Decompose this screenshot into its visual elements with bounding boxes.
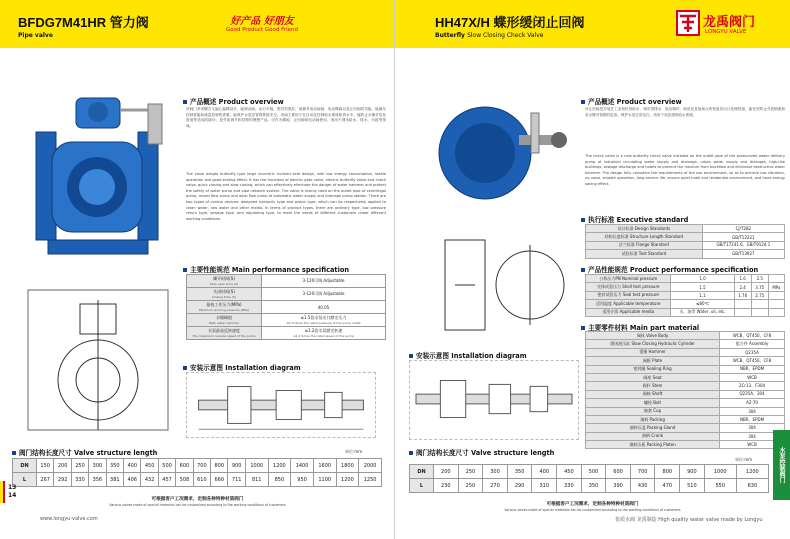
table-row — [586, 241, 785, 249]
perf-value — [768, 308, 784, 316]
l-cell: 356 — [89, 473, 106, 487]
perf-label-en: Slow open time (S) — [209, 282, 239, 286]
dn-header: DN — [410, 465, 434, 479]
exec-value: GB/T12221 — [702, 233, 784, 241]
material-value: WCB、QT450、CF8 — [720, 357, 785, 365]
dn-cell: 800 — [211, 459, 228, 473]
perf-label: 关闭时间(S) Closing time (S) — [187, 288, 262, 301]
length-title: 阀门结构长度尺寸 Valve structure length — [12, 447, 157, 457]
unit-label: 单位:mm — [345, 449, 363, 454]
table-row — [586, 340, 785, 348]
material-part: 填料压盖 Packing Gland — [586, 424, 720, 432]
material-value: 304 — [720, 424, 785, 432]
material-part: 阀座 Seat — [586, 373, 720, 381]
l-cell: 381 — [106, 473, 123, 487]
table-row — [586, 300, 785, 308]
page-number-2: 14 — [8, 492, 17, 499]
table-row — [586, 373, 785, 381]
dn-cell: 900 — [680, 465, 705, 479]
material-part: 填料 Packing — [586, 415, 720, 423]
l-cell: 230 — [434, 479, 459, 493]
perf-label-en: Closing time (S) — [212, 295, 236, 299]
install-title: 安装示意图 Installation diagram — [409, 350, 527, 360]
dn-cell: 200 — [54, 459, 71, 473]
perf-value-en: ≤1.2 times the rated speed of the pump — [293, 334, 354, 338]
dn-cell: 600 — [606, 465, 631, 479]
dn-cell: 200 — [434, 465, 459, 479]
table-row — [586, 365, 785, 373]
page-subtitle — [435, 32, 543, 39]
dn-cell: 800 — [655, 465, 680, 479]
dn-cell: 2000 — [359, 459, 382, 473]
dn-cell: 1000 — [245, 459, 268, 473]
table-row — [586, 332, 785, 340]
exec-label: 设计标准 Design Standards — [586, 225, 703, 233]
material-value: 304 — [720, 407, 785, 415]
material-part: 阀板 Plate — [586, 357, 720, 365]
check-valve-image — [435, 95, 575, 205]
material-value: NBR、EPDM — [720, 365, 785, 373]
subtitle-bold: Butterfly — [435, 32, 465, 39]
perf-value: 2.4 — [734, 283, 751, 291]
l-cell: 630 — [736, 479, 768, 493]
perf-label: 公称压力PN Nominal pressure — [586, 275, 671, 283]
perf-label: 水泵最高反转速度 The maximum reverse speed of the pump — [187, 327, 262, 340]
perf-value — [768, 291, 784, 299]
page-title: BFDG7M41HR 管力阀 — [18, 15, 149, 30]
custom-note-en: Various valves made of special materials can be customized according to the working conditions of customers — [109, 503, 286, 507]
l-cell: 550 — [704, 479, 736, 493]
page-title: HH47X/H 蝶形缓闭止回阀 — [435, 15, 585, 30]
perf-value: ≤1.5倍水泵出口额定压力 ≤1.5 times the rated pressure of the pump outlet — [262, 314, 386, 327]
install-diagram — [186, 372, 376, 438]
dn-cell: 300 — [89, 459, 106, 473]
dn-cell: 400 — [532, 465, 557, 479]
l-cell: 406 — [124, 473, 141, 487]
overview-zh: 该止回阀是安装在工业和民用给水、城市供排水、电站循环、船用及其他场合的管道泵出口处理管道，能有效防止介质倒流和泵水锤对管路的危害。保护水泵正常运行。适用于高层建筑给水系统。 — [585, 107, 785, 117]
custom-note: 可根据客户工况需求，定制各种特种材质阀门 — [151, 497, 244, 502]
l-cell: 270 — [483, 479, 508, 493]
dn-cell: 1200 — [268, 459, 291, 473]
table-row — [586, 407, 785, 415]
table-row — [586, 432, 785, 440]
perf-value — [751, 308, 768, 316]
install-diagram — [409, 360, 579, 440]
perf-title: 主要性能规范 Main performance specification — [183, 264, 349, 274]
perf-value: 3-120可调 Adjustable — [262, 288, 386, 301]
table-row — [187, 314, 386, 327]
perf-value — [751, 300, 768, 308]
l-cell: 470 — [655, 479, 680, 493]
length-table — [12, 458, 382, 487]
dn-cell: 1000 — [704, 465, 736, 479]
material-part: 阀体 Valve Body — [586, 332, 720, 340]
overview-title: 产品概述 Product overview — [581, 96, 682, 106]
dn-header: DN — [13, 459, 37, 473]
material-value: 组合件 Assembly — [720, 340, 785, 348]
perf-value: 1.1 — [671, 291, 734, 299]
perf-table — [585, 274, 785, 317]
perf-label: 壳体试验压力 Shell test pressure — [586, 283, 671, 291]
perf-value: 1.5 — [671, 283, 734, 291]
table-row — [586, 424, 785, 432]
table-row — [586, 348, 785, 356]
mat-title: 主要零件材料 Main part material — [581, 322, 699, 332]
l-cell: 390 — [606, 479, 631, 493]
overview-en: The valve adopts butterfly type large eccentric inclined seat design, with low energy consumption, stable operation and good sealing effect. It has the functions of electric gate valve, electric butterfly valve and check valve, quick closing and slow closing, which can effectively eliminate the danger of water hammer and protect the safety of water pump and pipe network system. The valve is mainly used on the outlet pipe of centrifugal pump, mixed flow pump and axial flow pump of automatic water supply and drainage pump station. There are two types of control devices: designed hydraulic type and piston type, which can be respectively applied to clean water, raw water and other media. In terms of product types, there are ordinary type, low pressure return type, sewage type, and regulating type, to meet the needs of different customers under different working conditions. — [186, 172, 386, 221]
material-part: 螺栓 Bolt — [586, 399, 720, 407]
l-cell: 510 — [680, 479, 705, 493]
dn-cell: 150 — [37, 459, 54, 473]
table-row — [586, 357, 785, 365]
material-part: 密封圈 Sealing Ring — [586, 365, 720, 373]
table-row — [187, 275, 386, 288]
l-cell: 950 — [291, 473, 314, 487]
page-marker — [0, 481, 5, 503]
l-cell: 457 — [158, 473, 175, 487]
material-part: 填料压板 Packing Platen — [586, 441, 720, 449]
custom-note-en: Various valves made of special materials can be customized according to the working conditions of customers — [504, 508, 681, 512]
valve-drawing — [435, 230, 575, 340]
material-value: Q235A、304 — [720, 390, 785, 398]
perf-value — [734, 308, 751, 316]
material-part: 阀杆 Stem — [586, 382, 720, 390]
l-cell: 292 — [54, 473, 71, 487]
perf-value: 3.75 — [751, 283, 768, 291]
perf-value: 1.0 — [671, 275, 734, 283]
exec-value: GB/T13927 — [702, 250, 784, 258]
perf-value — [768, 300, 784, 308]
pipe-valve-image — [18, 90, 178, 270]
dn-cell: 450 — [141, 459, 158, 473]
perf-value: 2.75 — [751, 291, 768, 299]
l-cell: 330 — [557, 479, 582, 493]
logo-name: 龙禹阀门 — [703, 15, 756, 30]
l-cell: 508 — [176, 473, 193, 487]
subtitle-rest: Slow Closing Check Valve — [467, 32, 544, 39]
perf-label-en: The maximum reverse speed of the pump — [192, 334, 256, 338]
valve-drawing — [18, 280, 178, 440]
material-value: NBR、EPDM — [720, 415, 785, 423]
table-row — [187, 327, 386, 340]
custom-note: 可根据客户工况需求，定制各种特种材质阀门 — [546, 502, 639, 507]
l-cell: 430 — [630, 479, 655, 493]
l-header: L — [410, 479, 434, 493]
overview-zh: 该阀门采用螺式叉偏心偏蝶设计，能制动阀、运行平稳、密封效果好，他兼具电动阀阀、电动蝶阀以及止回阀的功能，能满足控制智能和流量控制的需要。能保护水泵及管网系统安全。该阀主要用于在自动化控制给水系统和供水中，能防止水锤对泵及管道等造成的破坏，是介质调节和控制的理想产品。可作为蝶阀、止回阀和电动阀使用，适用于城市给水、排水、市政等领域。 — [186, 107, 386, 128]
perf-label-en: Minimum working pressure (MPa) — [198, 308, 250, 312]
material-part: 重锤 Hammer — [586, 348, 720, 356]
exec-value: GB/T17241.6、GB/T9124.1 — [702, 241, 784, 249]
perf-label: 适用介质 Applicable media — [586, 308, 671, 316]
dn-cell: 400 — [124, 459, 141, 473]
dn-cell: 700 — [630, 465, 655, 479]
slogan — [222, 12, 302, 33]
material-part: 缓闭液压缸 Slow Closing Hydraulic Cylinder — [586, 340, 720, 348]
material-value: 304 — [720, 432, 785, 440]
perf-value — [734, 300, 751, 308]
dn-cell: 250 — [458, 465, 483, 479]
perf-value: 1.6 — [734, 275, 751, 283]
perf-value: 水，油等 Water, oil, etc. — [671, 308, 734, 316]
perf-value: 3-120可调 Adjustable — [262, 275, 386, 288]
table-row — [586, 399, 785, 407]
exec-label: 试验标准 Test Standard — [586, 250, 703, 258]
material-part: 轴套 Cup — [586, 407, 720, 415]
table-row — [586, 382, 785, 390]
perf-value: 2.5 — [751, 275, 768, 283]
dn-cell: 450 — [557, 465, 582, 479]
l-cell: 1200 — [336, 473, 359, 487]
l-cell: 711 — [228, 473, 245, 487]
l-cell: 250 — [458, 479, 483, 493]
l-cell: 267 — [37, 473, 54, 487]
l-cell: 330 — [71, 473, 88, 487]
perf-value: 40.05 — [262, 301, 386, 314]
table-row — [586, 283, 785, 291]
table-row — [586, 390, 785, 398]
l-cell: 811 — [245, 473, 268, 487]
footer-slogan: 优质水阀 龙禹制造 High quality water valve made by Longyu — [615, 517, 763, 523]
perf-table — [186, 274, 386, 340]
table-row — [187, 301, 386, 314]
overview-title: 产品概述 Product overview — [183, 96, 284, 106]
dn-cell: 300 — [483, 465, 508, 479]
perf-label-en: Peak water hammer — [208, 321, 240, 325]
table-row — [586, 308, 785, 316]
perf-value: ≤80℃ — [671, 300, 734, 308]
table-row — [586, 233, 785, 241]
exec-value: CJ/T282 — [702, 225, 784, 233]
material-part: 阀轴 Shaft — [586, 390, 720, 398]
dn-cell: 500 — [581, 465, 606, 479]
slogan-zh: 好产品 好朋友 — [230, 16, 294, 27]
material-value: A2-70 — [720, 399, 785, 407]
table-row — [187, 288, 386, 301]
perf-label: 蝶开时间(S) Slow open time (S) — [187, 275, 262, 288]
dn-cell: 250 — [71, 459, 88, 473]
perf-value — [768, 275, 784, 283]
perf-label: 适用温度 Applicable temperature — [586, 300, 671, 308]
material-value: WCB、QT450、CF8 — [720, 332, 785, 340]
l-cell: 290 — [507, 479, 532, 493]
logo-en: LONGYU VALVE — [705, 29, 747, 35]
material-value: 2Cr13、F304 — [720, 382, 785, 390]
dn-cell: 600 — [176, 459, 193, 473]
l-cell: 1100 — [313, 473, 336, 487]
material-value: WCB — [720, 373, 785, 381]
material-part: 曲柄 Crank — [586, 432, 720, 440]
l-header: L — [13, 473, 37, 487]
dn-cell: 1200 — [736, 465, 768, 479]
l-cell: 310 — [532, 479, 557, 493]
perf-label: 最低工作压力(MPa) Minimum working pressure (MPa) — [187, 301, 262, 314]
table-row — [586, 415, 785, 423]
overview-en: The check valve is a new butterfly check valve installed on the outlet pipe of the pressurized water delivery pump of industrial circulating water supply and drainage, urban water supply and drainage, high-rise buildings, sewage discharge and hotels to prevent the medium from backflow and eliminate destructive water hammer. The design fully considers the requirements of the use environment, so as to achieve low vibration, no noise, smooth operation, long service life, ensure quiet hotel and residential environment, and have energy saving effect. — [585, 154, 785, 186]
l-cell: 350 — [581, 479, 606, 493]
install-title: 安装示意图 Installation diagram — [183, 362, 301, 372]
length-title: 阀门结构长度尺寸 Valve structure length — [409, 447, 554, 457]
dn-cell: 900 — [228, 459, 245, 473]
dn-cell: 1400 — [291, 459, 314, 473]
l-cell: 850 — [268, 473, 291, 487]
material-value: WCB — [720, 441, 785, 449]
table-row — [586, 275, 785, 283]
material-table — [585, 331, 785, 449]
slogan-en: Good Product Good Friend — [225, 27, 298, 33]
table-row — [586, 291, 785, 299]
length-table — [409, 464, 769, 493]
dn-cell: 700 — [193, 459, 210, 473]
perf-title: 产品性能规范 Product performance specification — [581, 264, 758, 274]
dn-cell: 1800 — [336, 459, 359, 473]
side-tab[interactable]: 水泵控制阀门 — [773, 430, 790, 500]
dn-cell: 1600 — [313, 459, 336, 473]
exec-label: 结构长度标准 Structure Length Standard — [586, 233, 703, 241]
right-page — [395, 0, 790, 539]
table-row — [586, 250, 785, 258]
dn-cell: 350 — [106, 459, 123, 473]
l-cell: 610 — [193, 473, 210, 487]
page-number: 13 — [8, 484, 17, 491]
exec-title: 执行标准 Executive standard — [581, 214, 688, 224]
footer-url[interactable]: www.longyu-valve.com — [40, 516, 98, 522]
perf-value: MPa — [768, 283, 784, 291]
perf-label: 密封试验压力 Seal test pressure — [586, 291, 671, 299]
table-row — [586, 441, 785, 449]
perf-value-en: ≤1.5 times the rated pressure of the pump outlet — [286, 321, 361, 325]
logo-icon — [676, 10, 700, 36]
perf-value: 1.76 — [734, 291, 751, 299]
dn-cell: 350 — [507, 465, 532, 479]
material-value: Q235A — [720, 348, 785, 356]
exec-table — [585, 224, 785, 259]
unit-label: 单位:mm — [735, 457, 753, 462]
perf-value: ≤1.2倍水泵额定转速 ≤1.2 times the rated speed of the pump — [262, 327, 386, 340]
l-cell: 1250 — [359, 473, 382, 487]
table-row — [586, 225, 785, 233]
perf-label: 水锤峰值 Peak water hammer — [187, 314, 262, 327]
dn-cell: 500 — [158, 459, 175, 473]
l-cell: 432 — [141, 473, 158, 487]
exec-label: 法兰标准 Flange Standard — [586, 241, 703, 249]
page-subtitle: Pipe valve — [18, 32, 53, 39]
l-cell: 660 — [211, 473, 228, 487]
